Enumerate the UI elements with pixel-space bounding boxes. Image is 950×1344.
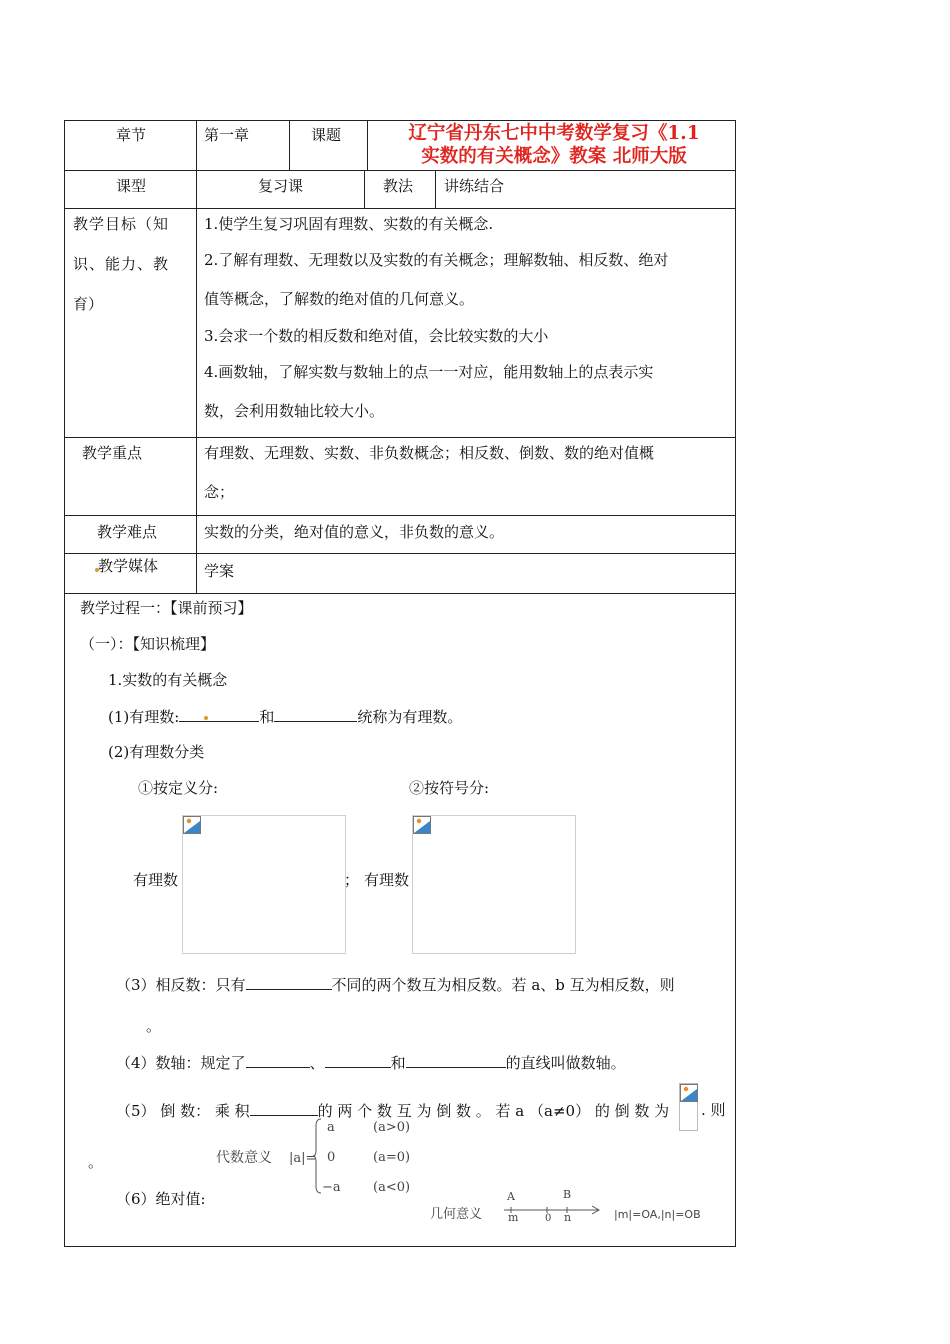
q5-text-b: 的 两 个 数 互 为 倒 数 。 若 a （a≠0） 的 倒 数 为 [317,1102,670,1120]
q3-end: 。 [146,1017,162,1035]
answer-blank[interactable] [406,1052,506,1068]
broken-image-icon [183,816,201,834]
q4-text-a: （4）数轴：规定了 [116,1054,246,1072]
abs-geometric-label: 几何意义 [430,1207,483,1222]
q1-text-c: 统称为有理数。 [357,708,463,726]
goals-label-line-3: 育） [73,295,104,313]
axis-label-zero: 0 [545,1213,552,1224]
column-divider [367,120,368,170]
question-6: （6）绝对值: [116,1190,206,1208]
goal-item-4-line-2: 数，会利用数轴比较大小。 [204,402,385,420]
question-2: (2)有理数分类 [108,743,205,761]
broken-image-icon [413,816,431,834]
media-label: 教学媒体 [98,557,159,575]
process-heading: 教学过程一：【课前预习】 [80,599,253,617]
abs-case-1-condition: (a>0) [373,1120,411,1135]
abs-geometric-expression: |m|=OA,|n|=OB [614,1208,701,1221]
q1-text-b: 和 [259,708,275,726]
image-placeholder [412,815,576,954]
axis-label-b: B [563,1188,572,1201]
question-1 [108,706,462,727]
abs-case-1-value: a [327,1120,335,1135]
answer-blank[interactable] [325,1052,391,1068]
image-placeholder [182,815,346,954]
lesson-type-value: 复习课 [258,177,304,195]
topic-label: 课题 [311,126,342,144]
goal-item-2-line-1: 2.了解有理数、无理数以及实数的有关概念；理解数轴、相反数、绝对 [204,251,669,269]
difficulties-value: 实数的分类，绝对值的意义，非负数的意义。 [204,523,505,541]
q5-end: 。 [88,1153,104,1171]
goal-item-4-line-1: 4.画数轴，了解实数与数轴上的点一一对应，能用数轴上的点表示实 [204,363,654,381]
abs-case-2-value: 0 [327,1150,336,1165]
row-divider [64,208,736,209]
abs-case-2-condition: (a=0) [373,1150,411,1165]
abs-case-3-condition: (a<0) [373,1180,411,1195]
answer-blank[interactable] [274,706,357,722]
q4-text-b: 、 [309,1054,325,1072]
row-divider [64,515,736,516]
key-points-line-2: 念； [204,483,235,501]
goal-item-2-line-2: 值等概念，了解数的绝对值的几何意义。 [204,290,475,308]
abs-expression: |a|= [289,1151,317,1166]
marker-dot [204,716,208,720]
goal-item-1: 1.使学生复习巩固有理数、实数的有关概念. [204,215,494,233]
chapter-value: 第一章 [204,126,250,144]
section-knowledge: （一）：【知识梳理】 [80,635,216,653]
answer-blank[interactable] [179,706,259,722]
q4-text-d: 的直线叫做数轴。 [505,1054,626,1072]
q4-text-c: 和 [390,1054,406,1072]
q1-text-a: (1)有理数: [108,708,180,726]
broken-image-icon [680,1084,698,1102]
q3-text-a: （3）相反数：只有 [116,976,246,994]
image-placeholder [679,1083,698,1131]
axis-label-m: m [508,1211,519,1224]
method-label: 教法 [383,177,414,195]
subheading-real-numbers: 1.实数的有关概念 [108,671,228,689]
key-points-line-1: 有理数、无理数、实数、非负数概念；相反数、倒数、数的绝对值概 [204,444,655,462]
classification-by-definition: ①按定义分: [138,779,219,797]
rational-label-left: 有理数 [133,871,179,889]
column-divider [364,170,365,208]
lesson-type-label: 课型 [116,177,147,195]
column-divider [289,120,290,170]
row-divider [64,170,736,171]
rational-label-right: 有理数 [364,871,410,889]
column-divider [196,120,197,593]
title-line-1: 辽宁省丹东七中中考数学复习《1.1 [408,123,700,144]
row-divider [64,553,736,554]
answer-blank[interactable] [246,1052,310,1068]
chapter-label: 章节 [116,126,147,144]
answer-blank[interactable] [250,1100,318,1116]
goal-item-3: 3.会求一个数的相反数和绝对值，会比较实数的大小 [204,327,549,345]
brace-icon [312,1118,322,1194]
answer-blank[interactable] [246,974,332,990]
q5-text-c: . 则 [701,1101,726,1119]
difficulties-label: 教学难点 [97,523,158,541]
row-divider [64,593,736,594]
axis-label-a: A [507,1190,515,1203]
goals-label-line-2: 识、能力、教 [73,255,170,273]
key-points-label: 教学重点 [82,444,143,462]
column-divider [435,170,436,208]
question-4 [116,1052,626,1073]
q3-text-b: 不同的两个数互为相反数。若 a、b 互为相反数，则 [331,976,675,994]
row-divider [64,437,736,438]
media-value: 学案 [204,562,235,580]
lesson-title [374,122,734,168]
classification-by-sign: ②按符号分: [409,779,490,797]
method-value: 讲练结合 [444,177,505,195]
abs-case-3-value: −a [322,1180,341,1195]
goals-label-line-1: 教学目标（知 [73,215,170,233]
semicolon: ； [344,871,360,889]
title-line-2: 实数的有关概念》教案 北师大版 [421,146,687,167]
axis-label-n: n [564,1211,572,1224]
abs-algebraic-label: 代数意义 [216,1150,272,1166]
question-3 [116,974,675,995]
q5-text-a: （5） 倒 数： 乘 积 [116,1102,250,1120]
